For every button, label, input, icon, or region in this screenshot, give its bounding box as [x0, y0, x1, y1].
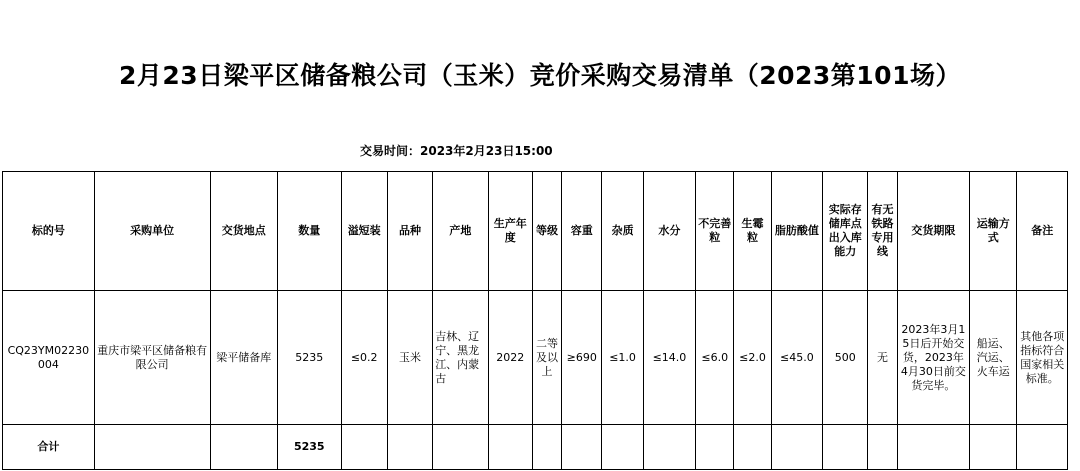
table-cell: [696, 425, 734, 470]
header-cell: 备注: [1017, 172, 1068, 291]
table-cell: [970, 425, 1017, 470]
total-quantity: 5235: [278, 425, 341, 470]
header-cell: 实际存储库点出入库能力: [823, 172, 868, 291]
table-cell: [897, 425, 970, 470]
header-cell: 生产年度: [488, 172, 532, 291]
table-cell: [562, 425, 602, 470]
table-cell: [771, 425, 822, 470]
header-cell: 有无铁路专用线: [868, 172, 897, 291]
procurement-table: [2, 171, 1068, 470]
table-cell: ≤0.2: [341, 291, 387, 425]
header-cell: 数量: [278, 172, 341, 291]
header-cell: 采购单位: [94, 172, 210, 291]
table-cell: [868, 425, 897, 470]
table-cell: 船运、汽运、火车运: [970, 291, 1017, 425]
total-label: 合计: [3, 425, 95, 470]
table-cell: 吉林、辽宁、黑龙江、内蒙古: [433, 291, 488, 425]
header-cell: 产地: [433, 172, 488, 291]
table-cell: [823, 425, 868, 470]
table-cell: [433, 425, 488, 470]
header-cell: 运输方式: [970, 172, 1017, 291]
table-cell: 二等及以上: [532, 291, 561, 425]
table-cell: ≤1.0: [602, 291, 643, 425]
header-cell: 交货期限: [897, 172, 970, 291]
header-cell: 品种: [387, 172, 432, 291]
table-cell: [94, 425, 210, 470]
table-cell: 重庆市梁平区储备粮有限公司: [94, 291, 210, 425]
header-cell: 等级: [532, 172, 561, 291]
table-cell: CQ23YM02230004: [3, 291, 95, 425]
table-cell: 500: [823, 291, 868, 425]
table-cell: ≥690: [562, 291, 602, 425]
table-cell: ≤2.0: [734, 291, 771, 425]
table-cell: 2023年3月15日后开始交货，2023年4月30日前交货完毕。: [897, 291, 970, 425]
header-cell: 容重: [562, 172, 602, 291]
header-row: [3, 172, 1068, 291]
table-cell: ≤6.0: [696, 291, 734, 425]
table-cell: [341, 425, 387, 470]
table-cell: [602, 425, 643, 470]
header-cell: 标的号: [3, 172, 95, 291]
header-cell: 溢短装: [341, 172, 387, 291]
table-cell: [643, 425, 695, 470]
header-cell: 不完善粒: [696, 172, 734, 291]
header-cell: 生霉粒: [734, 172, 771, 291]
table-cell: ≤45.0: [771, 291, 822, 425]
header-cell: 杂质: [602, 172, 643, 291]
header-cell: 水分: [643, 172, 695, 291]
header-cell: 脂肪酸值: [771, 172, 822, 291]
table-cell: [387, 425, 432, 470]
table-cell: 梁平储备库: [210, 291, 278, 425]
trade-time: 交易时间：2023年2月23日15:00: [360, 144, 553, 158]
table-cell: [734, 425, 771, 470]
table-cell: [532, 425, 561, 470]
table-cell: [210, 425, 278, 470]
table-cell: 5235: [278, 291, 341, 425]
page-title: 2月23日梁平区储备粮公司（玉米）竞价采购交易清单（2023第101场）: [119, 61, 961, 90]
table-cell: ≤14.0: [643, 291, 695, 425]
total-row: [3, 425, 1068, 470]
table-cell: [1017, 425, 1068, 470]
table-cell: 玉米: [387, 291, 432, 425]
table-cell: 无: [868, 291, 897, 425]
table-cell: [488, 425, 532, 470]
table-cell: 其他各项指标符合国家相关标准。: [1017, 291, 1068, 425]
header-cell: 交货地点: [210, 172, 278, 291]
table-row: [3, 291, 1068, 425]
table-cell: 2022: [488, 291, 532, 425]
